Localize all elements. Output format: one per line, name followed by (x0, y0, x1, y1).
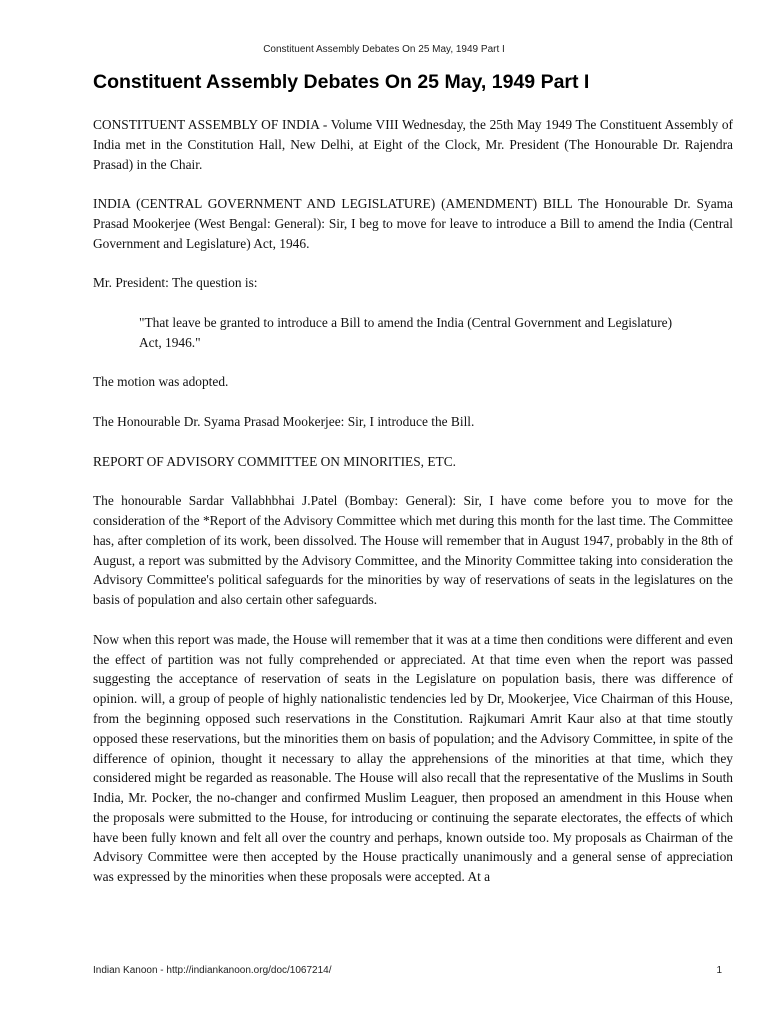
paragraph-bill-introduced: The Honourable Dr. Syama Prasad Mookerjee: Sir, I introduce the Bill. (93, 413, 475, 429)
document-body (93, 115, 733, 907)
footer-source-link[interactable]: Indian Kanoon - http://indiankanoon.org/doc/1067214/ (93, 965, 332, 976)
paragraph-patel-speech: The honourable Sardar Vallabhbhai J.Patel (Bombay: General): Sir, I have come before you to move for the consideration of the *Report of the Advisory Committee which met during this month for the last time. The Committee has, after completion of its work, been dissolved. The House will remember that in August 1947, probably in the 8th of August, a report was submitted by the Advisory Committee, and the Minority Committee taking into consideration the Advisory Committee's political safeguards for the minorities by way of reservations of seats in the legislatures on the basis of population and also certain other safeguards. (93, 493, 733, 608)
paragraph-report-history: Now when this report was made, the House will remember that it was at a time then conditions were different and even the effect of partition was not fully comprehended or appreciated. At that time even when the report was passed suggesting the acceptance of reservation of seats in the Legislature on population basis, there was difference of opinion. will, a group of people of highly nationalistic tendencies led by Dr, Mookerjee, Vice Chairman of this House, from the beginning opposed such reservations in the Constitution. Rajkumari Amrit Kaur also at that time stoutly opposed these reservations, but the minorities them on basis of population; and the Advisory Committee, in spite of the difference of opinion, thought it necessary to allay the apprehensions of the minorities at that time, which they considered might be regarded as reasonable. The House will also recall that the representative of the Muslims in South India, Mr. Pocker, the no-changer and confirmed Muslim Leaguer, then proposed an amendment in this House when the proposals were submitted to the House, for introducing or continuing the separate electorates, the effects of which have been fully known and felt all over the country and perhaps, known outside too. My proposals as Chairman of the Advisory Committee were then accepted by the House practically unanimously and a general sense of appreciation was expressed by the minorities when these proposals were accepted. At a (93, 631, 733, 885)
paragraph-president-question: Mr. President: The question is: (93, 275, 258, 291)
paragraph-bill-motion: INDIA (CENTRAL GOVERNMENT AND LEGISLATURE) (AMENDMENT) BILL The Honourable Dr. Syama Prasad Mookerjee (West Bengal: General): Sir, I beg to move for leave to introduce a Bill to amend the India (Central Government and Legislature) Act, 1946. (93, 196, 733, 251)
page-title: Constituent Assembly Debates On 25 May, 1949 Part I (93, 71, 590, 93)
paragraph-assembly-intro: CONSTITUENT ASSEMBLY OF INDIA - Volume VIII Wednesday, the 25th May 1949 The Constituent Assembly of India met in the Constitution Hall, New Delhi, at Eight of the Clock, Mr. President (The Honourable Dr. Rajendra Prasad) in the Chair. (93, 117, 733, 172)
running-header: Constituent Assembly Debates On 25 May, 1949 Part I (263, 44, 505, 55)
block-quote: "That leave be granted to introduce a Bill to amend the India (Central Government and Legislature) Act, 1946." (139, 314, 673, 350)
paragraph-motion-adopted: The motion was adopted. (93, 374, 229, 390)
section-heading-report: REPORT OF ADVISORY COMMITTEE ON MINORITIES, ETC. (93, 453, 456, 469)
page-number: 1 (716, 965, 722, 976)
